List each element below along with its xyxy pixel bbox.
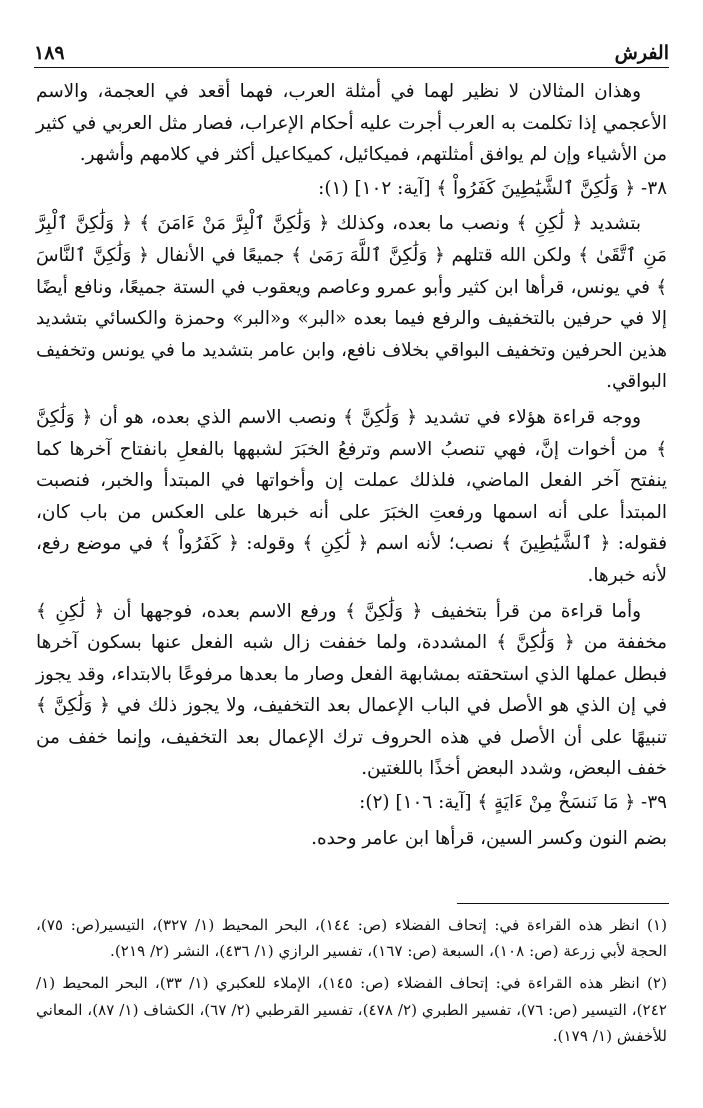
entry-38-heading: ٣٨- ﴿ وَلَٰكِنَّ ٱلشَّيَٰطِينَ كَفَرُواْ ﴾ [آية: ١٠٢] (١): bbox=[318, 177, 667, 199]
entry-39-heading: ٣٩- ﴿ مَا نَنسَخْ مِنْ ءَايَةٍ ﴾ [آية: ١٠٦] (٢): bbox=[359, 792, 667, 814]
paragraph-takhfif-reason: وأما قراءة من قرأ بتخفيف ﴿ وَلَٰكِنَّ ﴾ ورفع الاسم بعده، فوجهها أن ﴿ لَٰكِنِ ﴾ مخففة من ﴿ وَلَٰكِنَّ ﴾ المشددة، ولما خففت زال شبه الفعل عنها بسكون آخرها فبطل عملها الذي استحقته بمشابهة الفعل وصار ما بعدها مرفوعًا بالابتداء، وقد يجوز في إن الذي هو الأصل في الباب الإعمال بعد التخفيف، ولا يجوز ذلك في ﴿ وَلَٰكِنَّ ﴾ تنبيهًا على أن الأصل في هذه الحروف ترك الإعمال بعد التخفيف، وإنما خفف من خفف البعض، وشدد البعض أخذًا باللغتين. bbox=[36, 600, 667, 780]
paragraph-entry-39: بضم النون وكسر السين، قرأها ابن عامر وحده. bbox=[311, 827, 667, 849]
footnote-2: (٢) انظر هذه القراءة في: إتحاف الفضلاء (ص: ١٤٥)، الإملاء للعكبري (١/ ٣٣)، البحر المحيط (١/ ٢٤٢)، التيسير (ص: ٧٦)، تفسير الطبري (٢/ ٤٧٨)، تفسير القرطبي (٢/ ٦٧)، الكشاف (١/ ٨٧)، المعاني للأخفش (١/ ١٧٩). bbox=[36, 974, 668, 1045]
main-text bbox=[36, 76, 667, 854]
footnote-1: (١) انظر هذه القراءة في: إتحاف الفضلاء (ص: ١٤٤)، البحر المحيط (١/ ٣٢٧)، التيسير(ص: ٧٥)، الحجة لأبي زرعة (ص: ١٠٨)، السبعة (ص: ١٦٧)، تفسير الرازي (١/ ٤٣٦)، النشر (٢/ ٢١٩). bbox=[36, 916, 668, 961]
running-title: الفرش bbox=[614, 42, 669, 64]
page-number: ١٨٩ bbox=[34, 42, 65, 64]
paragraph-tashdid-reason: ووجه قراءة هؤلاء في تشديد ﴿ وَلَٰكِنَّ ﴾ ونصب الاسم الذي بعده، هو أن ﴿ وَلَٰكِنَّ ﴾ من أخوات إنَّ، فهي تنصبُ الاسم وترفعُ الخبَرَ لشبهها بالفعلِ بانفتاح آخرها كما ينفتح آخر الفعل الماضي، فلذلك عملت إن وأخواتها في المبتدأ والخبر، فنصبت المبتدأ على أنه اسمها ورفعتِ الخبَرَ على أنه خبرها على العكس من باب كان، فقوله: ﴿ ٱلشَّيَٰطِينَ ﴾ نصب؛ لأنه اسم ﴿ لَٰكِنِ ﴾ وقوله: ﴿ كَفَرُواْ ﴾ في موضع رفع، لأنه خبرها. bbox=[36, 406, 667, 586]
paragraph-tashdid-readers: بتشديد ﴿ لَٰكِنِ ﴾ ونصب ما بعده، وكذلك ﴿ وَلَٰكِنَّ ٱلْبِرَّ مَنْ ءَامَنَ ﴾ ﴿ وَلَٰكِنَّ ٱلْبِرَّ مَنِ ٱتَّقَىٰ ﴾ ولكن الله قتلهم ﴿ وَلَٰكِنَّ ٱللَّهَ رَمَىٰ ﴾ جميعًا في الأنفال ﴿ وَلَٰكِنَّ ٱلنَّاسَ ﴾ في يونس، قرأها ابن كثير وأبو عمرو وعاصم ويعقوب في الستة جميعًا، ونافع أيضًا إلا في حرفين بالتخفيف والرفع فيما بعده «البر» و«البر» وحمزة والكسائي بتشديد هذين الحرفين وتخفيف البواقي بخلاف نافع، وابن عامر بتشديد ما في يونس وتخفيف البواقي. bbox=[36, 213, 667, 393]
header-divider bbox=[34, 67, 669, 68]
footnote-divider bbox=[457, 903, 669, 904]
footnotes bbox=[36, 912, 667, 1049]
page-header bbox=[34, 40, 669, 64]
paragraph-mikail: وهذان المثالان لا نظير لهما في أمثلة العرب، فهما أقعد في العجمة، والاسم الأعجمي إذا تكلمت به العرب أجرت عليه أحكام الإعراب، فصار مثل العربي في كثير من الأشياء وإن لم يوافق أمثلتهم، فميكائيل، كميكاعيل أكثر في كلامهم وأشهر. bbox=[36, 81, 667, 166]
